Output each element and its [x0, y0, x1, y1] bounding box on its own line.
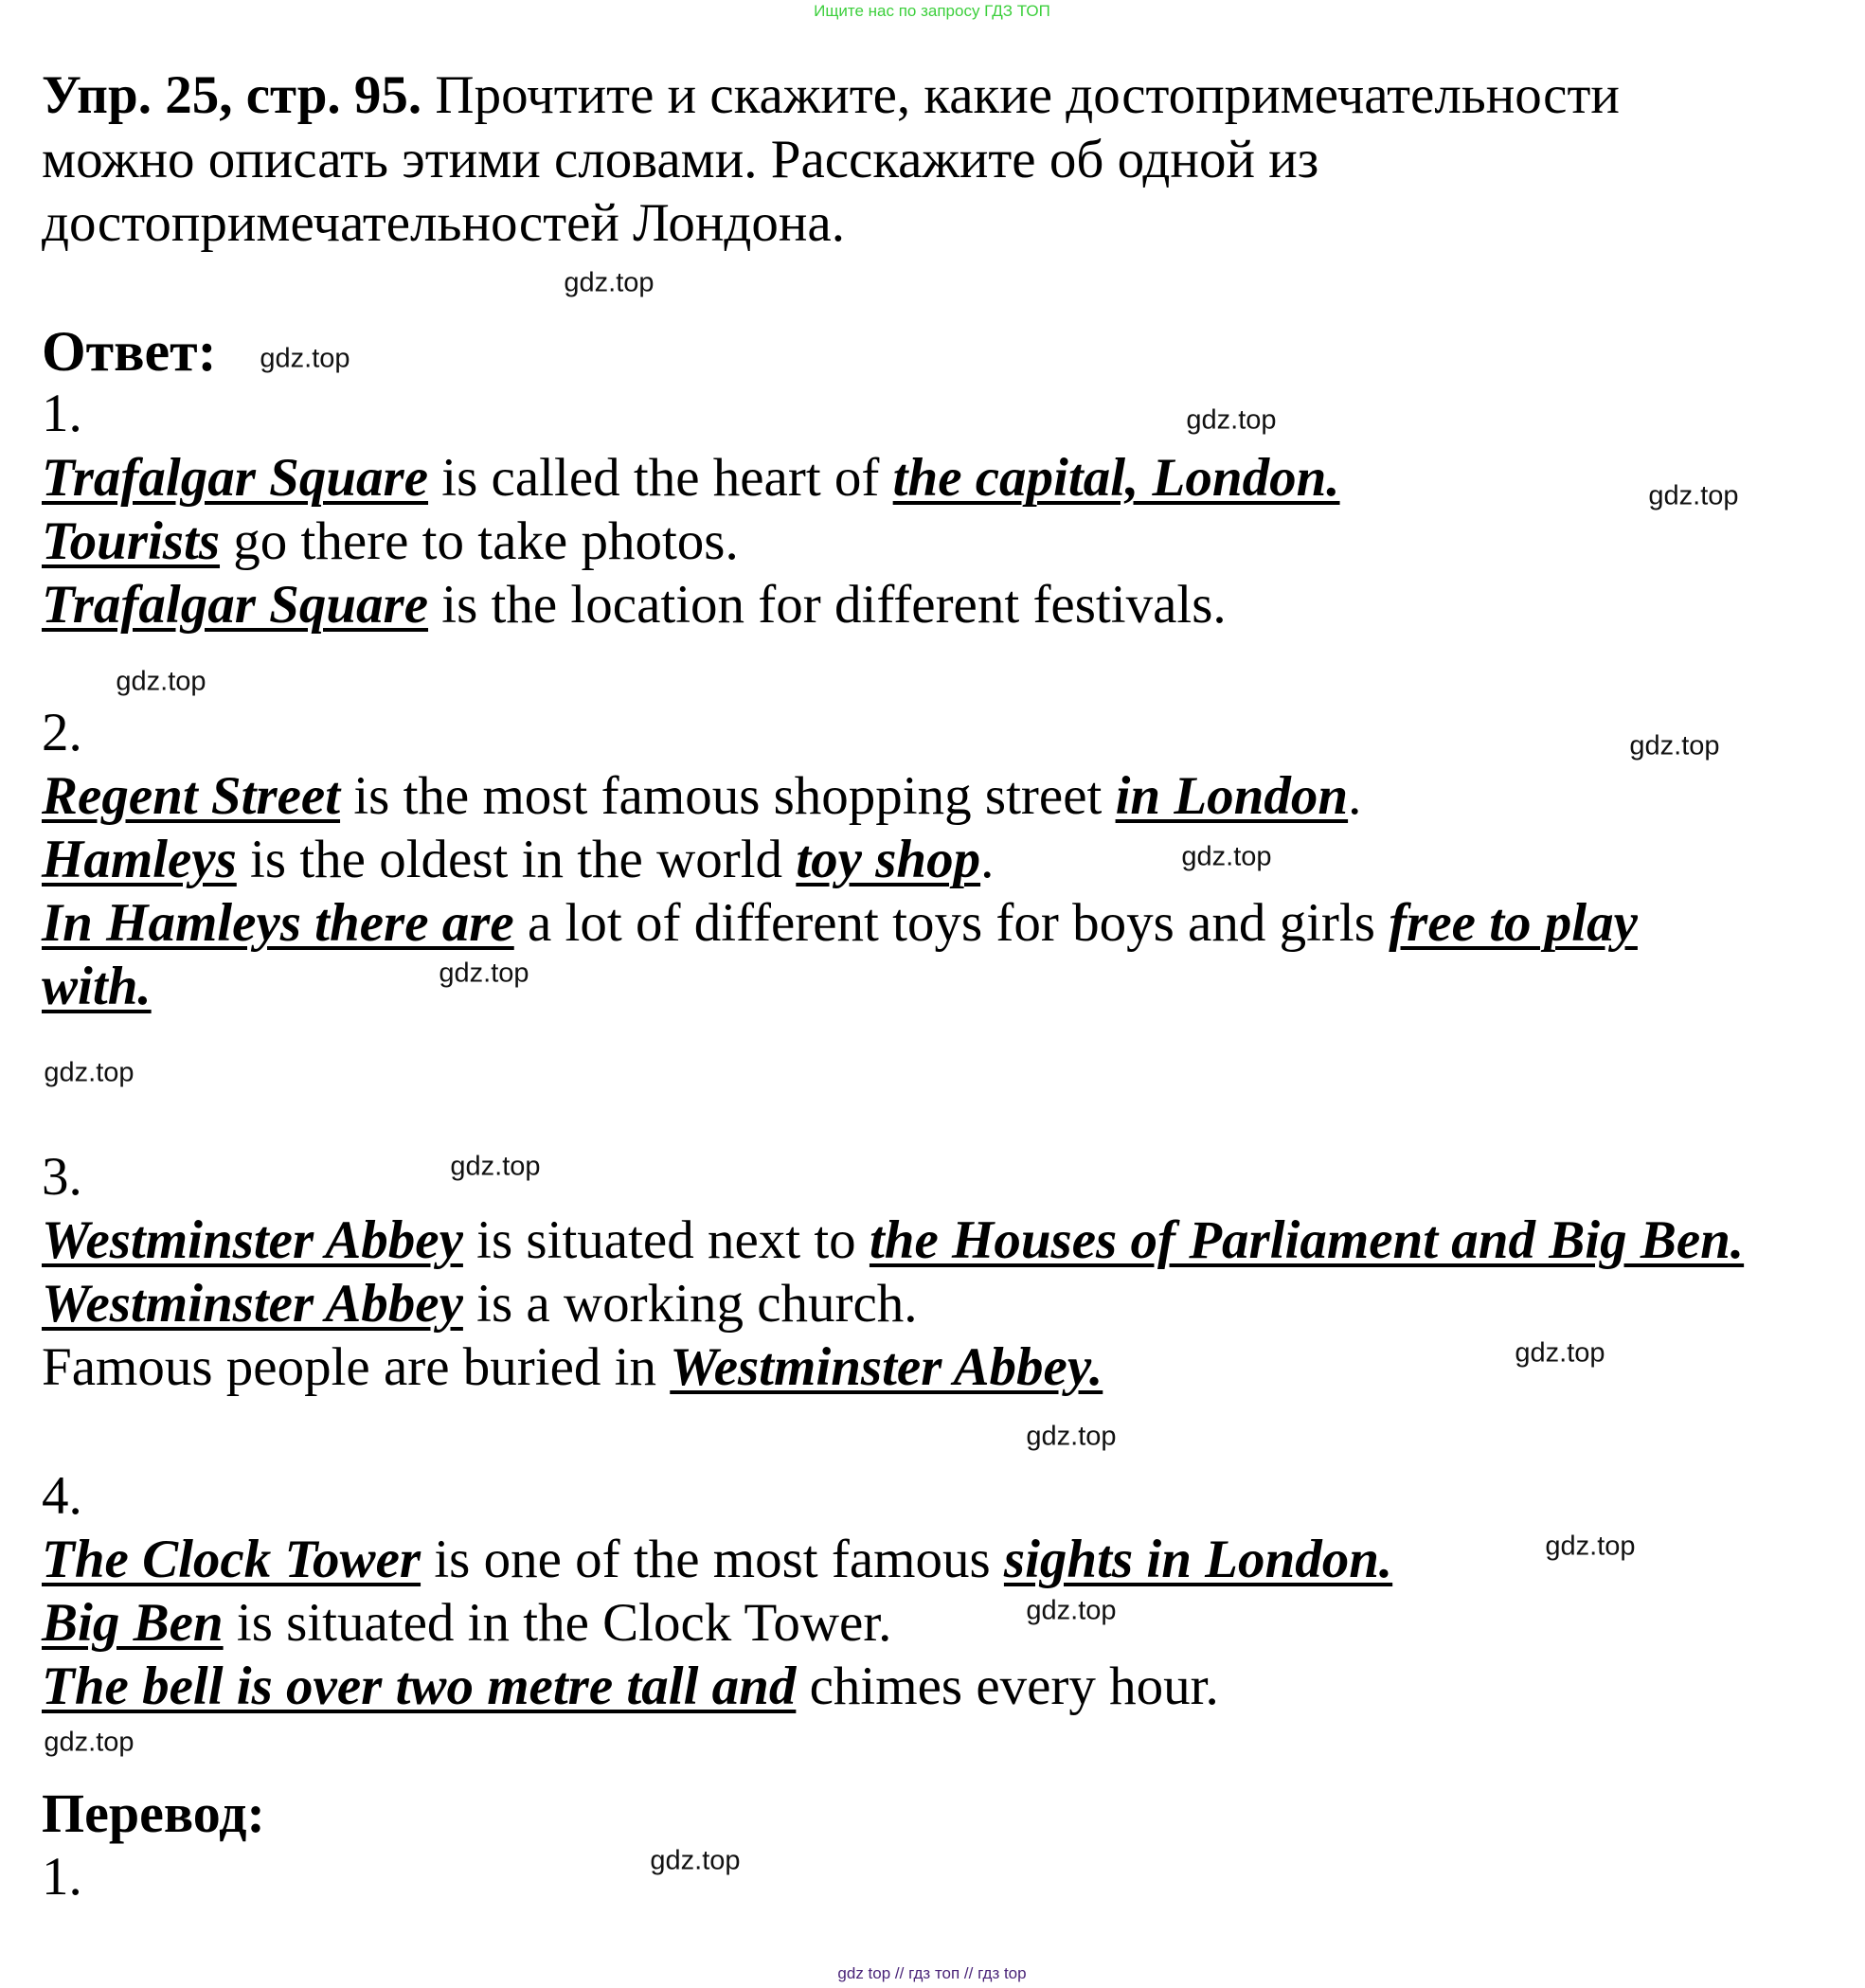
highlighted-phrase: in London	[1115, 766, 1349, 826]
text-line	[42, 891, 1638, 955]
text-line	[42, 764, 1361, 828]
watermark: gdz.top	[1026, 1595, 1117, 1626]
text-segment: a lot of different toys for boys and girls	[513, 893, 1390, 953]
text-segment: 1.	[42, 1847, 82, 1907]
text-segment: достопримечательностей Лондона.	[42, 193, 845, 253]
highlighted-phrase: with.	[42, 957, 152, 1016]
watermark: gdz.top	[116, 666, 206, 697]
text-segment: Famous people are buried in	[42, 1337, 671, 1397]
highlighted-phrase: toy shop	[796, 830, 981, 889]
text-line	[42, 1782, 265, 1845]
text-segment: is one of the most famous	[421, 1530, 1004, 1589]
watermark: gdz.top	[439, 958, 529, 989]
text-segment: можно описать этими словами. Расскажите об одной из	[42, 130, 1319, 189]
text-segment: 1.	[42, 384, 82, 443]
text-line	[42, 1145, 82, 1209]
text-line	[42, 1528, 1392, 1591]
footer-note: gdz top // гдз топ // гдз top	[837, 1964, 1027, 1982]
text-line	[42, 1209, 1744, 1272]
header-note: Ищите нас по запросу ГДЗ ТОП	[814, 2, 1050, 20]
text-segment: 4.	[42, 1466, 82, 1526]
text-line	[42, 828, 994, 891]
watermark: gdz.top	[1629, 730, 1720, 761]
text-segment: is situated in the Clock Tower.	[223, 1593, 892, 1653]
text-line	[42, 1655, 1219, 1718]
text-line	[42, 573, 1227, 636]
text-segment: .	[1348, 766, 1362, 826]
highlighted-phrase: the Houses of Parliament and Big Ben.	[869, 1210, 1745, 1270]
highlighted-phrase: the capital, London.	[892, 448, 1340, 508]
highlighted-phrase: Big Ben	[42, 1593, 224, 1653]
text-segment: Перевод:	[42, 1782, 265, 1844]
watermark: gdz.top	[1181, 841, 1272, 872]
text-segment: 3.	[42, 1147, 82, 1207]
text-line	[42, 63, 1620, 127]
watermark: gdz.top	[1545, 1531, 1636, 1562]
watermark: gdz.top	[1026, 1421, 1117, 1452]
highlighted-phrase: Trafalgar Square	[42, 448, 429, 508]
text-segment: Прочтите и скажите, какие достопримечательности	[421, 65, 1620, 125]
text-line	[42, 191, 845, 255]
watermark: gdz.top	[1515, 1337, 1605, 1369]
text-segment: is the oldest in the world	[236, 830, 797, 889]
watermark: gdz.top	[450, 1151, 541, 1182]
text-segment: Ответ:	[42, 320, 217, 383]
watermark: gdz.top	[260, 343, 350, 374]
text-line	[42, 446, 1340, 510]
highlighted-phrase: Tourists	[42, 511, 221, 571]
text-line	[42, 128, 1318, 191]
text-line	[42, 955, 152, 1018]
text-line	[42, 320, 217, 384]
highlighted-phrase: Westminster Abbey.	[670, 1337, 1103, 1397]
watermark: gdz.top	[564, 267, 655, 298]
text-line	[42, 510, 739, 573]
text-segment: is situated next to	[462, 1210, 870, 1270]
text-segment: is the most famous shopping street	[340, 766, 1116, 826]
text-line	[42, 1464, 82, 1528]
watermark: gdz.top	[1648, 480, 1739, 511]
watermark: gdz.top	[1186, 404, 1277, 436]
text-segment: .	[980, 830, 995, 889]
text-segment: Упр. 25, стр. 95.	[42, 65, 422, 125]
watermark: gdz.top	[650, 1845, 741, 1876]
highlighted-phrase: In Hamleys there are	[42, 893, 514, 953]
text-segment: go there to take photos.	[220, 511, 739, 571]
text-line	[42, 701, 82, 764]
highlighted-phrase: Westminster Abbey	[42, 1274, 463, 1334]
text-segment: is the location for different festivals.	[428, 575, 1227, 635]
text-segment: is a working church.	[462, 1274, 918, 1334]
highlighted-phrase: The Clock Tower	[42, 1530, 421, 1589]
highlighted-phrase: Hamleys	[42, 830, 237, 889]
watermark: gdz.top	[44, 1727, 134, 1758]
text-line	[42, 1591, 891, 1655]
text-line	[42, 382, 82, 445]
highlighted-phrase: Regent Street	[42, 766, 341, 826]
highlighted-phrase: free to play	[1389, 893, 1638, 953]
text-line	[42, 1335, 1103, 1399]
text-segment: chimes every hour.	[796, 1657, 1219, 1716]
text-line	[42, 1845, 82, 1908]
watermark: gdz.top	[44, 1057, 134, 1088]
text-segment: is called the heart of	[428, 448, 893, 508]
highlighted-phrase: sights in London.	[1003, 1530, 1393, 1589]
text-line	[42, 1272, 918, 1335]
highlighted-phrase: Westminster Abbey	[42, 1210, 463, 1270]
highlighted-phrase: The bell is over two metre tall and	[42, 1657, 797, 1716]
highlighted-phrase: Trafalgar Square	[42, 575, 429, 635]
text-segment: 2.	[42, 703, 82, 762]
